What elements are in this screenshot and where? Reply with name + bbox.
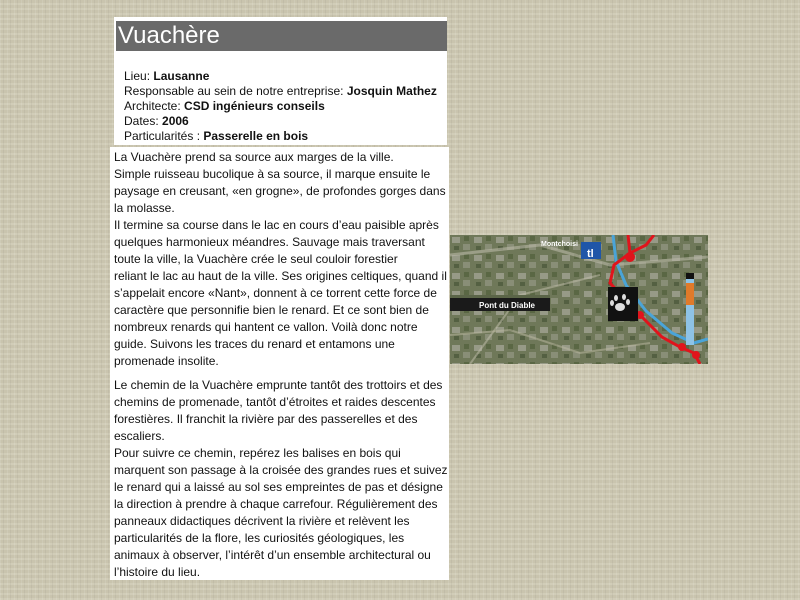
tl-logo-text: tl (587, 248, 594, 260)
project-header-card (114, 17, 447, 145)
map-label-montchoisi: Montchoisi (541, 241, 578, 248)
description-line: La Vuachère prend sa source aux marges de la ville. (114, 150, 394, 164)
page-title: Vuachère (118, 22, 220, 49)
description-paragraph-1 (114, 149, 448, 370)
description-line: guide. Suivons les traces du renard et entamons une (114, 337, 395, 351)
map-label-pont-du-diable: Pont du Diable (479, 301, 535, 310)
description-line: l’histoire du lieu. (114, 565, 201, 579)
description-line: forestières. Il franchit la rivière par des passerelles et des (114, 412, 418, 426)
description-line: quelques harmonieux méandres. Sauvage mais traversant (114, 235, 425, 249)
description-line: promenade insolite. (114, 354, 219, 368)
description-line: la molasse. (114, 201, 175, 215)
aerial-map-image (450, 235, 708, 364)
description-line: nombreux renards qui hantent ce vallon. Voilà donc notre (114, 320, 418, 334)
legend-orange-strip (686, 283, 694, 305)
description-line: s’appelait encore «Nant», donnent à ce torrent cette force de (114, 286, 437, 300)
description-line: chemins de promenade, tantôt d’étroites et raides descentes (114, 395, 436, 409)
route-marker (692, 351, 700, 359)
description-line: Le chemin de la Vuachère emprunte tantôt des trottoirs et des (114, 378, 443, 392)
info-lieu: Lieu: Lausanne (124, 69, 210, 83)
description-line: particularités de la flore, les curiosités géologiques, les (114, 531, 405, 545)
description-line: Simple ruisseau bucolique à sa source, il marque ensuite le (114, 167, 431, 181)
description-line: reliant le lac au haut de la ville. Ses origines celtiques, quand il (114, 269, 447, 283)
info-responsable: Responsable au sein de notre entreprise: Josquin Mathez (124, 84, 437, 98)
route-marker (678, 343, 686, 351)
route-marker (625, 252, 635, 262)
description-line: paysage en creusant, «en grogne», de profondes gorges dans (114, 184, 446, 198)
info-particularites: Particularités : Passerelle en bois (124, 129, 309, 143)
info-architecte: Architecte: CSD ingénieurs conseils (124, 99, 325, 113)
info-dates: Dates: 2006 (124, 114, 189, 128)
title-bar (116, 21, 447, 51)
description-line: Pour suivre ce chemin, repérez les balises en bois qui (114, 446, 401, 460)
route-map[interactable] (450, 235, 708, 364)
description-line: Il termine sa course dans le lac en cours d’eau paisible après (114, 218, 439, 232)
description-line: toute la ville, la Vuachère crée le seul couloir forestier (114, 252, 398, 266)
description-line: la direction à prendre à chaque carrefour. Régulièrement des (114, 497, 438, 511)
project-info (124, 69, 437, 144)
description-card (110, 147, 449, 580)
description-line: escaliers. (114, 429, 165, 443)
description-line: animaux à observer, l’intérêt d’un ensemble architectural ou (114, 548, 431, 562)
description-line: caractère que personnifie bien le renard. Et ce sont bien de (114, 303, 429, 317)
description-line: le renard qui a laissé au sol ses empreintes de pas et désigne (114, 480, 443, 494)
description-line: panneaux didactiques décrivent la rivière et relèvent les (114, 514, 410, 528)
description-line: marquent son passage à la croisée des grandes rues et suivez (114, 463, 448, 477)
description-paragraph-2 (114, 377, 448, 581)
